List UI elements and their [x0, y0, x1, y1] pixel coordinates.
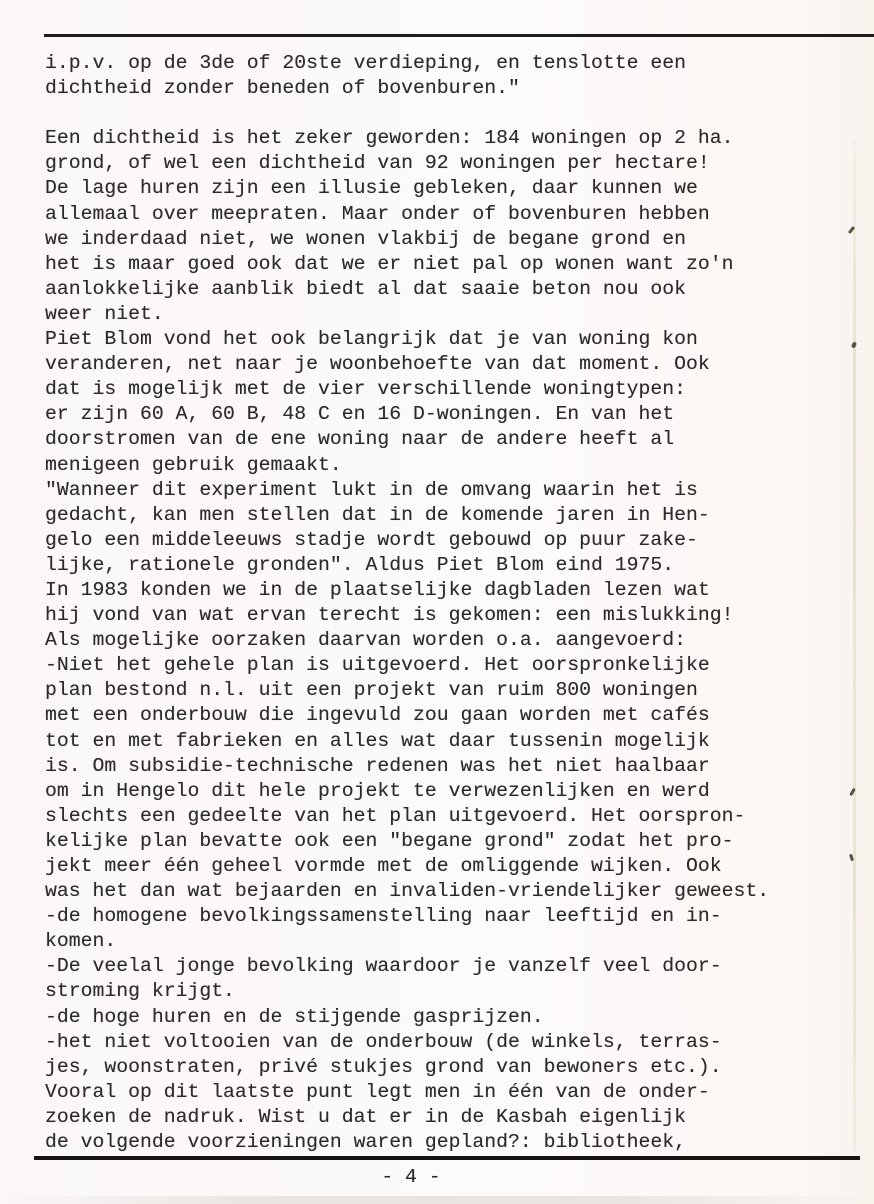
body-text	[45, 51, 835, 1155]
text-line: menigeen gebruik gemaakt.	[45, 453, 342, 476]
text-line: Vooral op dit laatste punt legt men in één van de onder-	[45, 1080, 710, 1103]
text-line: komen.	[45, 930, 117, 953]
text-line: aanlokkelijke aanblik biedt al dat saaie beton nou ook	[45, 277, 687, 300]
text-line: dichtheid zonder beneden of bovenburen."	[45, 77, 520, 100]
text-line: jes, woonstraten, privé stukjes grond van bewoners etc.).	[45, 1055, 722, 1078]
text-line: dat is mogelijk met de vier verschillende woningtypen:	[45, 378, 687, 401]
text-line: -het niet voltooien van de onderbouw (de winkels, terras-	[45, 1030, 722, 1053]
text-line: slechts een gedeelte van het plan uitgevoerd. Het oorspron-	[45, 804, 746, 827]
text-line: was het dan wat bejaarden en invaliden-vriendelijker geweest.	[45, 880, 770, 903]
text-line: zoeken de nadruk. Wist u dat er in de Kasbah eigenlijk	[45, 1105, 687, 1128]
text-line: -de homogene bevolkingssamenstelling naar leeftijd en in-	[45, 905, 722, 928]
text-line: "Wanneer dit experiment lukt in de omvang waarin het is	[45, 478, 698, 501]
text-line: gedacht, kan men stellen dat in de komende jaren in Hen-	[45, 503, 710, 526]
text-line: het is maar goed ook dat we er niet pal op wonen want zo'n	[45, 252, 734, 275]
text-line: om in Hengelo dit hele projekt te verwezenlijken en werd	[45, 779, 710, 802]
page-number: - 4 -	[381, 1166, 441, 1188]
text-line: plan bestond n.l. uit een projekt van ruim 800 woningen	[45, 679, 698, 702]
text-line: grond, of wel een dichtheid van 92 woningen per hectare!	[45, 152, 710, 175]
text-line: jekt meer één geheel vormde met de omliggende wijken. Ook	[45, 855, 722, 877]
text-line	[45, 101, 835, 126]
text-line: Een dichtheid is het zeker geworden: 184 woningen op 2 ha.	[45, 127, 734, 150]
text-line: In 1983 konden we in de plaatselijke dagbladen lezen wat	[45, 578, 710, 601]
text-line: met een onderbouw die ingevuld zou gaan worden met cafés	[45, 704, 710, 727]
text-line: lijke, rationele gronden". Aldus Piet Blom eind 1975.	[45, 553, 675, 576]
scan-edge-shadow	[0, 1196, 874, 1204]
text-line: -de hoge huren en de stijgende gasprijzen.	[45, 1005, 544, 1028]
text-line: Piet Blom vond het ook belangrijk dat je van woning kon	[45, 328, 698, 351]
text-line: is. Om subsidie-technische redenen was het niet haalbaar	[45, 754, 710, 777]
text-line: Als mogelijke oorzaken daarvan worden o.a. aangevoerd:	[45, 629, 687, 652]
scan-artifact	[851, 341, 857, 348]
page-crease-artifact	[853, 140, 856, 1152]
text-line: -Niet het gehele plan is uitgevoerd. Het oorspronkelijke	[45, 654, 710, 677]
text-line: De lage huren zijn een illusie gebleken, daar kunnen we	[45, 177, 698, 200]
text-line: doorstromen van de ene woning naar de andere heeft al	[45, 428, 675, 451]
text-line: de volgende voorzieningen waren gepland?: bibliotheek,	[45, 1131, 687, 1154]
text-line: weer niet.	[45, 302, 164, 325]
text-line: er zijn 60 A, 60 B, 48 C en 16 D-woningen. En van het	[45, 403, 675, 426]
top-divider	[44, 34, 874, 37]
text-line: hij vond van wat ervan terecht is gekomen: een mislukking!	[45, 604, 734, 627]
text-line: stroming krijgt.	[45, 980, 235, 1003]
text-line: veranderen, net naar je woonbehoefte van dat moment. Ook	[45, 353, 710, 376]
text-line: i.p.v. op de 3de of 20ste verdieping, en tenslotte een	[45, 52, 687, 74]
text-line: gelo een middeleeuws stadje wordt gebouwd op puur zake-	[45, 528, 698, 551]
text-line: allemaal over meepraten. Maar onder of bovenburen hebben	[45, 202, 710, 225]
bottom-divider	[34, 1156, 860, 1160]
text-line: kelijke plan bevatte ook een "begane grond" zodat het pro-	[45, 829, 734, 852]
text-line: tot en met fabrieken en alles wat daar tussenin mogelijk	[45, 729, 710, 752]
text-line: -De veelal jonge bevolking waardoor je vanzelf veel door-	[45, 955, 722, 978]
text-line: we inderdaad niet, we wonen vlakbij de begane grond en	[45, 227, 687, 250]
